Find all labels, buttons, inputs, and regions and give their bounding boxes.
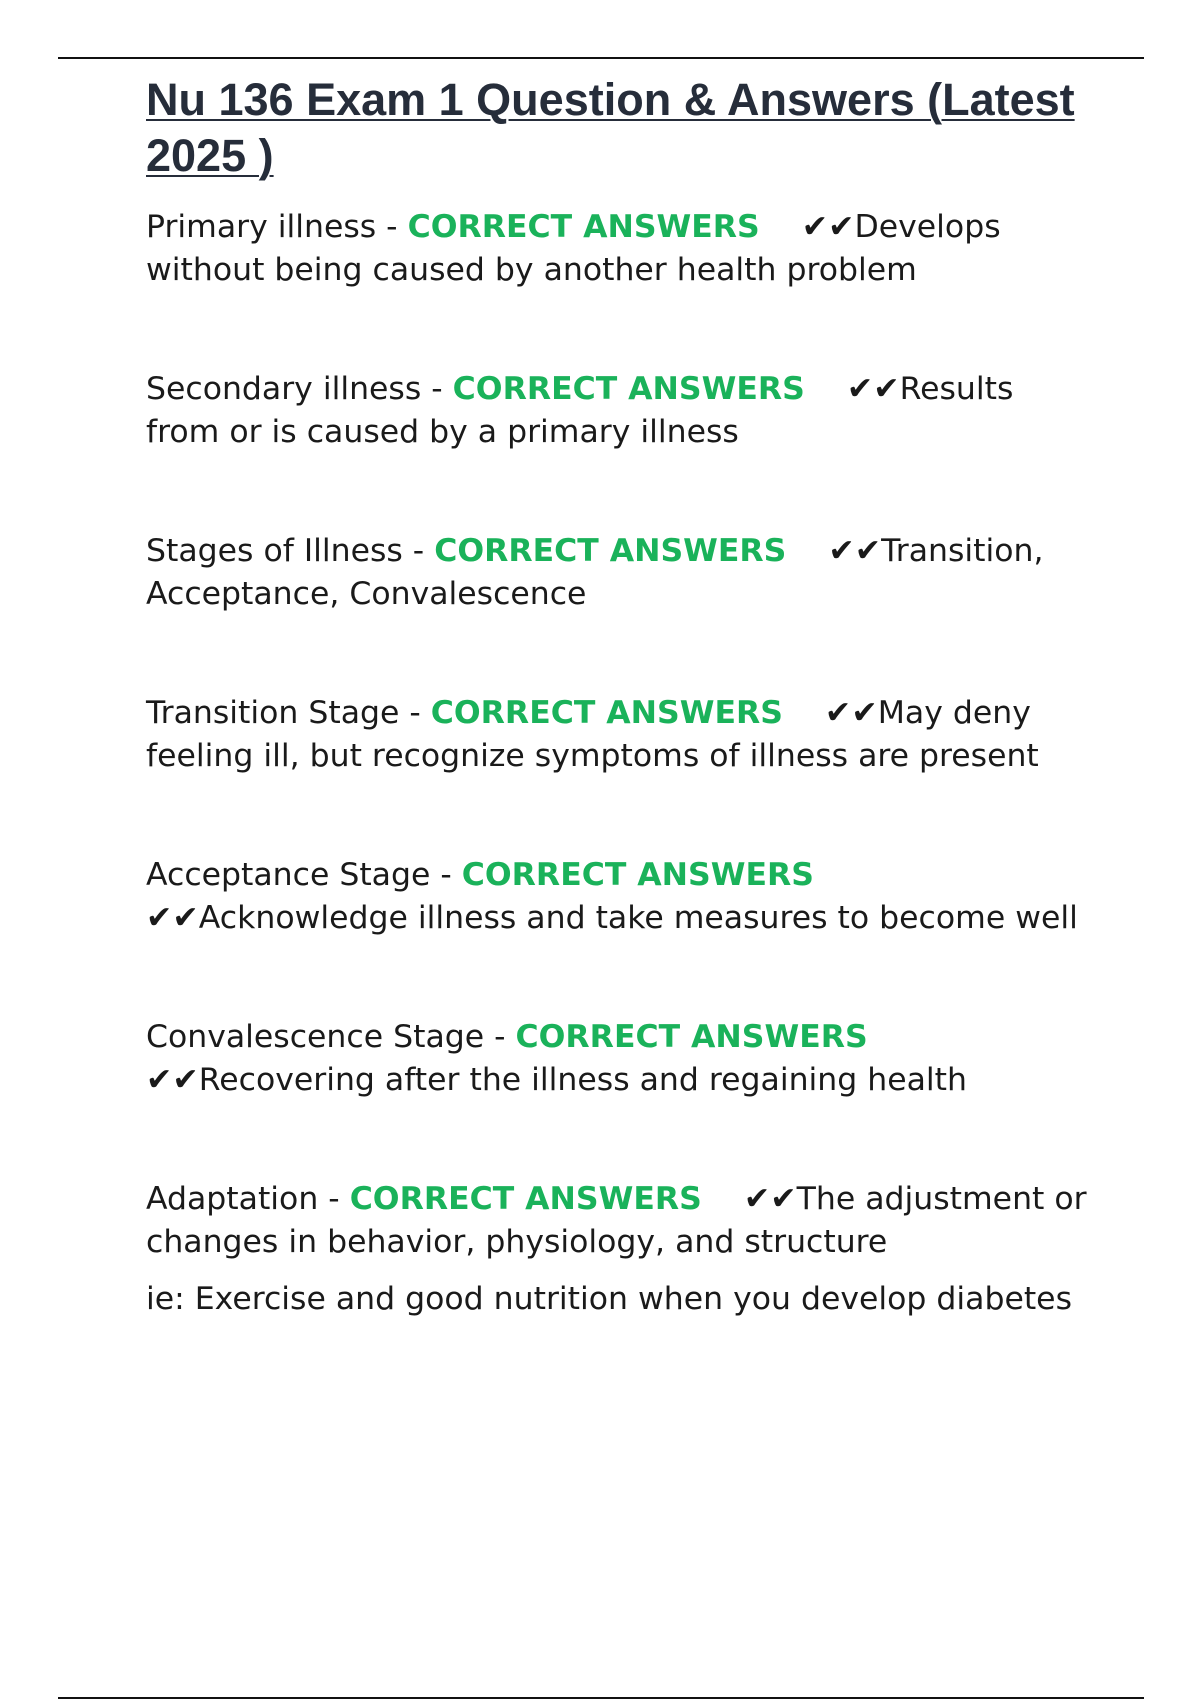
check-icon: ✔✔ [801, 209, 855, 245]
answer: Results from or is caused by a primary illness [146, 371, 1014, 450]
term: Primary illness [146, 209, 377, 245]
answer-marker: CORRECT ANSWERS [349, 1181, 702, 1217]
qa-item-acceptance-stage: Acceptance Stage - CORRECT ANSWERS ✔✔Acknowledge illness and take measures to become well [146, 857, 1078, 936]
answer-marker: CORRECT ANSWERS [430, 695, 783, 731]
term: Adaptation [146, 1181, 319, 1217]
answer-marker: CORRECT ANSWERS [407, 209, 760, 245]
answer: May deny feeling ill, but recognize symptoms of illness are present [146, 695, 1039, 774]
qa-item-convalescence-stage: Convalescence Stage - CORRECT ANSWERS ✔✔Recovering after the illness and regaining health [146, 1019, 967, 1098]
check-icon: ✔✔ [743, 1181, 797, 1217]
answer: The adjustment or changes in behavior, physiology, and structure [146, 1181, 1087, 1260]
answer-marker: CORRECT ANSWERS [461, 857, 814, 893]
qa-item-secondary-illness: Secondary illness - CORRECT ANSWERS ✔✔Results from or is caused by a primary illness [146, 371, 1014, 450]
answer: Transition, Acceptance, Convalescence [146, 533, 1044, 612]
qa-item-adaptation: Adaptation - CORRECT ANSWERS ✔✔The adjustment or changes in behavior, physiology, and structure [146, 1181, 1087, 1260]
document-body [146, 72, 1096, 1320]
check-icon: ✔✔ [846, 371, 900, 407]
qa-item-transition-stage: Transition Stage - CORRECT ANSWERS ✔✔May deny feeling ill, but recognize symptoms of illness are present [146, 695, 1039, 774]
answer: Recovering after the illness and regaining health [198, 1062, 967, 1098]
term: Secondary illness [146, 371, 422, 407]
check-icon: ✔✔ [146, 900, 199, 936]
qa-item-primary-illness: Primary illness - CORRECT ANSWERS ✔✔Develops without being caused by another health problem [146, 209, 1001, 288]
bottom-rule [58, 1697, 1144, 1699]
answer-marker: CORRECT ANSWERS [452, 371, 805, 407]
answer-marker: CORRECT ANSWERS [515, 1019, 868, 1055]
term: Stages of Illness [146, 533, 403, 569]
check-icon: ✔✔ [146, 1062, 199, 1098]
answer: Develops without being caused by another health problem [146, 209, 1001, 288]
answer: Acknowledge illness and take measures to become well [198, 900, 1078, 936]
example-note: ie: Exercise and good nutrition when you develop diabetes [146, 1281, 1072, 1317]
term: Acceptance Stage [146, 857, 431, 893]
top-rule [58, 57, 1144, 59]
term: Convalescence Stage [146, 1019, 485, 1055]
qa-item-stages-of-illness: Stages of Illness - CORRECT ANSWERS ✔✔Transition, Acceptance, Convalescence [146, 533, 1044, 612]
page-title: Nu 136 Exam 1 Question & Answers (Latest 2025 ) [146, 74, 1075, 181]
answer-marker: CORRECT ANSWERS [434, 533, 787, 569]
term: Transition Stage [146, 695, 400, 731]
check-icon: ✔✔ [824, 695, 878, 731]
check-icon: ✔✔ [828, 533, 882, 569]
